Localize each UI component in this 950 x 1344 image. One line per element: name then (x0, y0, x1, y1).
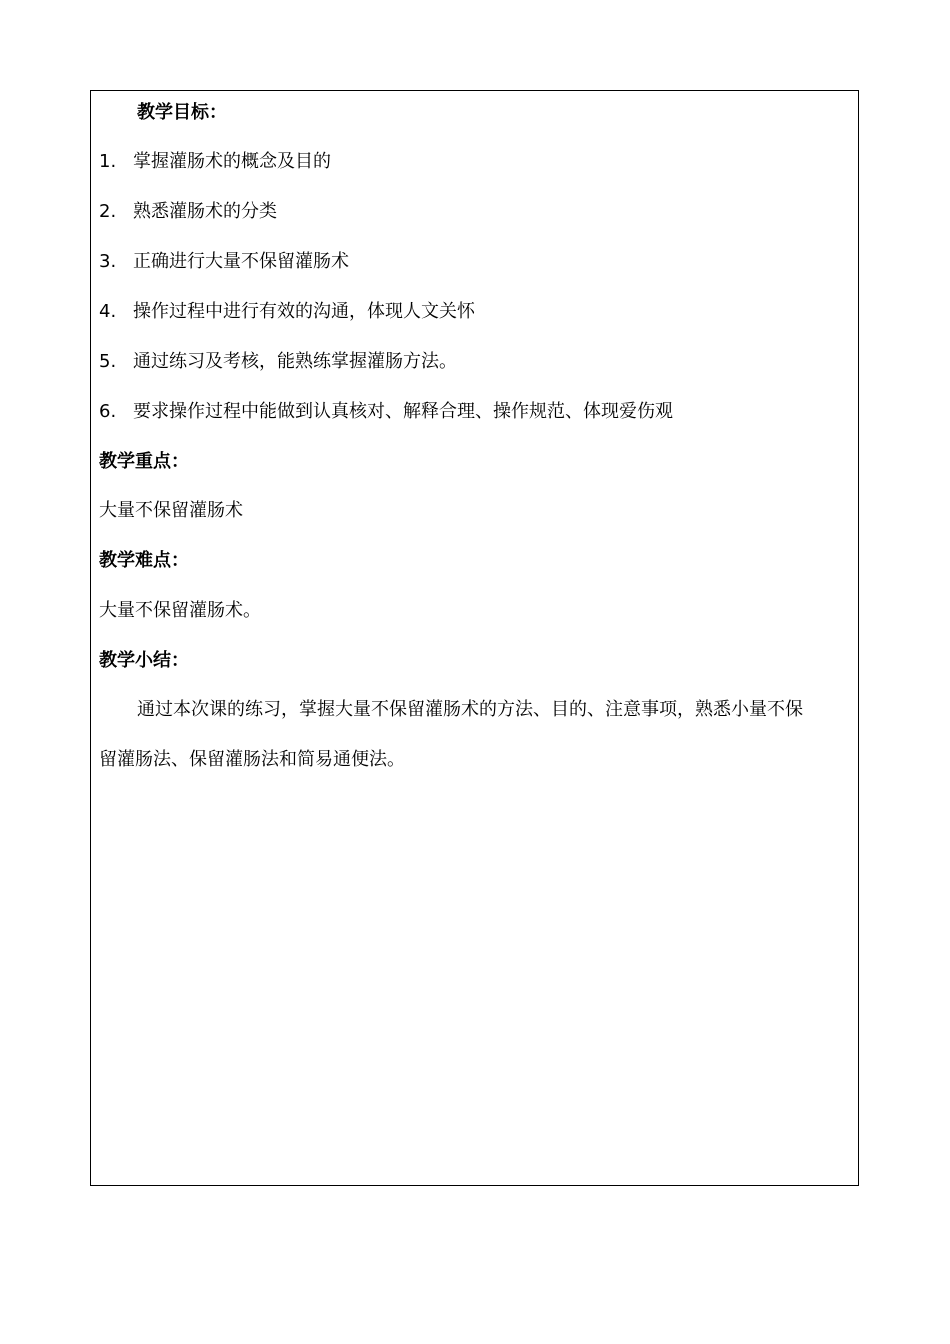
objective-item-2 (99, 200, 839, 224)
objective-text: 操作过程中进行有效的沟通，体现人文关怀 (133, 301, 475, 322)
summary-line-1: 通过本次课的练习，掌握大量不保留灌肠术的方法、目的、注意事项，熟悉小量不保 (137, 699, 803, 720)
objective-number: 4. (99, 301, 117, 322)
key-points-text: 大量不保留灌肠术 (99, 500, 243, 521)
objective-number: 1. (99, 151, 117, 172)
objective-text: 正确进行大量不保留灌肠术 (133, 251, 349, 272)
objective-text: 通过练习及考核，能熟练掌握灌肠方法。 (133, 351, 457, 372)
content-table-cell (90, 90, 859, 1186)
difficult-points-text: 大量不保留灌肠术。 (99, 600, 261, 621)
objective-number: 5. (99, 351, 117, 372)
summary-heading: 教学小结： (99, 650, 189, 671)
objective-item-5 (99, 350, 839, 374)
objective-number: 6. (99, 401, 117, 422)
objective-item-3 (99, 250, 839, 274)
objective-number: 2. (99, 201, 117, 222)
key-points-heading: 教学重点： (99, 451, 189, 472)
objective-item-6 (99, 400, 839, 424)
objective-text: 掌握灌肠术的概念及目的 (133, 151, 331, 172)
objective-text: 熟悉灌肠术的分类 (133, 201, 277, 222)
objective-item-1 (99, 150, 839, 174)
objective-number: 3. (99, 251, 117, 272)
objectives-heading: 教学目标： (137, 102, 227, 123)
objective-item-4 (99, 300, 839, 324)
summary-line-2: 留灌肠法、保留灌肠法和简易通便法。 (99, 749, 405, 770)
difficult-points-heading: 教学难点： (99, 550, 189, 571)
objective-text: 要求操作过程中能做到认真核对、解释合理、操作规范、体现爱伤观 (133, 401, 673, 422)
